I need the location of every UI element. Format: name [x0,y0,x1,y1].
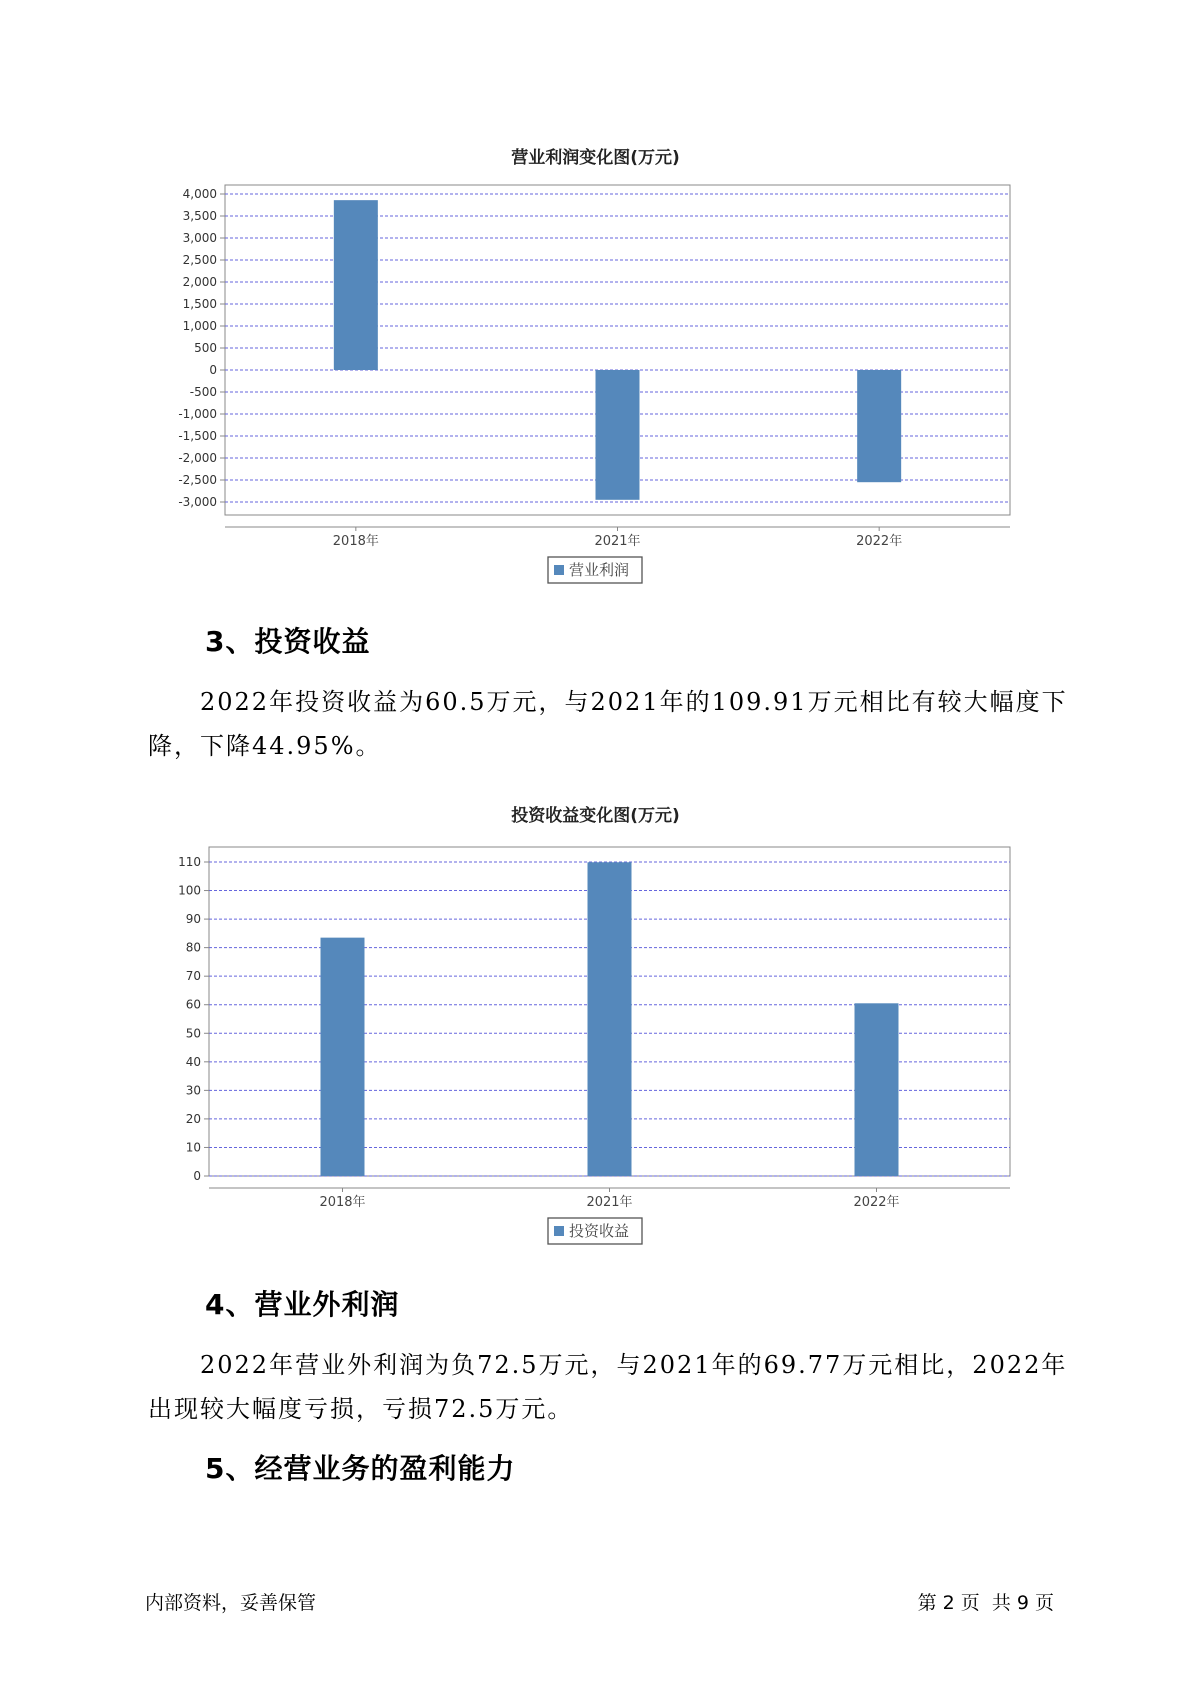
x-tick-label: 2018年 [332,534,379,549]
y-tick-label: 30 [185,1083,201,1098]
y-tick-label: 3,000 [182,231,217,245]
x-tick-label: 2022年 [853,1195,900,1210]
bar-2022年 [855,1003,899,1176]
section5-heading: 5、经营业务的盈利能力 [205,1452,516,1485]
bar-2021年 [588,862,632,1176]
y-tick-label: 80 [185,940,201,955]
y-tick-label: -2,000 [178,451,217,465]
x-tick-label: 2018年 [319,1195,366,1210]
y-tick-label: -500 [189,385,217,399]
y-tick-label: 100 [178,883,201,898]
footer-confidential-note: 内部资料，妥善保管 [145,1592,317,1614]
y-tick-label: 4,000 [182,187,217,201]
x-tick-label: 2021年 [594,534,641,549]
y-tick-label: -2,500 [178,473,217,487]
legend-label: 投资收益 [569,1222,630,1240]
y-tick-label: 20 [185,1111,201,1126]
y-tick-label: 1,500 [182,297,217,311]
y-tick-label: 3,500 [182,209,217,223]
y-tick-label: 2,500 [182,253,217,267]
y-tick-label: 40 [185,1054,201,1069]
chart1-title: 营业利润变化图(万元) [511,148,680,168]
y-tick-label: 1,000 [182,319,217,333]
y-tick-label: 10 [185,1140,201,1155]
y-tick-label: 500 [194,341,217,355]
footer-page-number: 第 2 页 共 9 页 [917,1592,1054,1614]
section3-paragraph: 2022年投资收益为60.5万元，与2021年的109.91万元相比有较大幅度下降，下降44.95%。 [148,688,1068,760]
section4-heading: 4、营业外利润 [205,1288,400,1321]
chart2-title: 投资收益变化图(万元) [511,806,680,826]
legend-label: 营业利润 [569,561,630,579]
y-tick-label: 0 [193,1169,201,1183]
y-tick-label: -1,500 [178,429,217,443]
y-tick-label: 0 [209,363,217,377]
y-tick-label: 50 [185,1026,201,1041]
y-tick-label: -1,000 [178,407,217,421]
legend-swatch [554,1226,564,1236]
y-tick-label: 110 [178,855,201,869]
section3-heading: 3、投资收益 [205,625,371,658]
x-tick-label: 2022年 [856,534,903,549]
y-tick-label: 90 [185,912,201,927]
y-tick-label: 70 [185,969,201,984]
legend [548,1218,642,1244]
x-tick-label: 2021年 [586,1195,633,1210]
y-tick-label: 2,000 [182,275,217,289]
y-tick-label: 60 [185,997,201,1012]
section4-paragraph: 2022年营业外利润为负72.5万元，与2021年的69.77万元相比，2022年出现较大幅度亏损，亏损72.5万元。 [148,1351,1068,1423]
bar-2018年 [321,938,365,1176]
y-tick-label: -3,000 [178,495,217,509]
